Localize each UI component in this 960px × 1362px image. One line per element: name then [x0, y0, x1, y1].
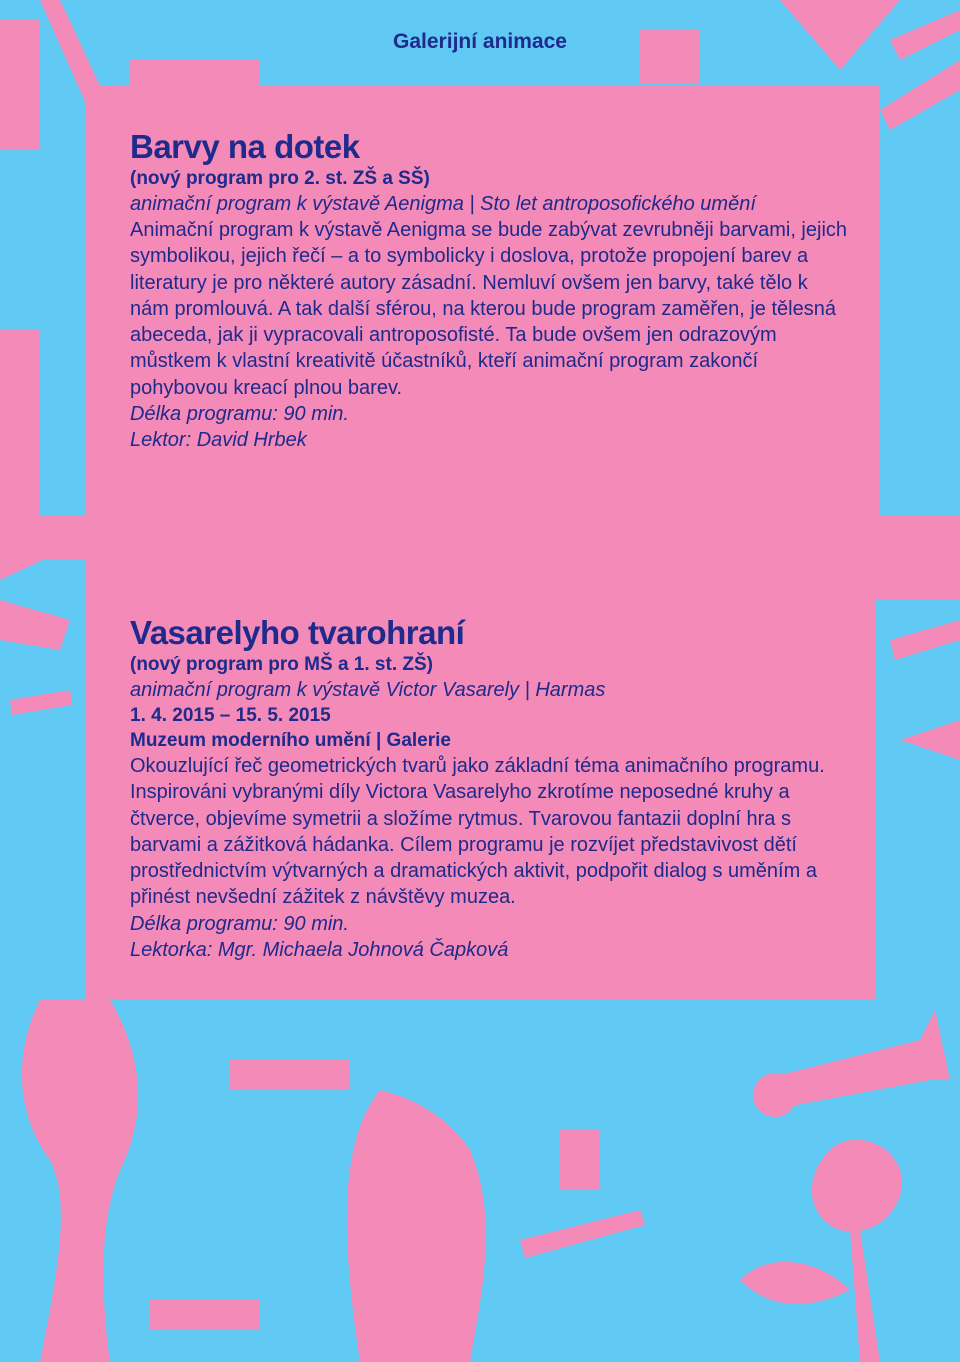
right-bar-shape [875, 560, 960, 600]
right-pencil-shape [890, 620, 960, 660]
flower-stem-shape [850, 1230, 880, 1362]
program-duration: Délka programu: 90 min. [130, 403, 349, 426]
program-title: Barvy na dotek [130, 128, 360, 165]
flower-shape [812, 1140, 902, 1232]
small-rect-shape [560, 1130, 600, 1190]
program-lecturer: Lektorka: Mgr. Michaela Johnová Čapková [130, 938, 509, 961]
knife-shape [880, 60, 960, 130]
bottom-left-bar-shape [150, 1300, 260, 1330]
left-post-shape [0, 330, 40, 520]
program-subtitle: animační program k výstavě Aenigma | Sto let antroposofického umění [130, 193, 756, 215]
program-barvy-na-dotek [130, 128, 850, 453]
torso-shape [347, 1090, 486, 1362]
program-audience: (nový program pro 2. st. ZŠ a SŠ) [130, 168, 430, 189]
program-vasarelyho-tvarohrani [130, 614, 850, 963]
stick-shape [520, 1210, 645, 1258]
pedestal-shape [230, 1060, 350, 1090]
left-stick-shape [10, 690, 72, 715]
program-duration: Délka programu: 90 min. [130, 912, 349, 935]
program-dates: 1. 4. 2015 – 15. 5. 2015 [130, 705, 331, 726]
leaf-shape [740, 1262, 850, 1304]
left-flag-shape [0, 600, 70, 650]
program-subtitle: animační program k výstavě Victor Vasarely | Harmas [130, 679, 606, 701]
program-title: Vasarelyho tvarohraní [130, 614, 465, 651]
program-lecturer: Lektor: David Hrbek [130, 429, 307, 452]
program-description: Animační program k výstavě Aenigma se bude zabývat zevrubněji barvami, jejich symbolikou, jejich řečí – a to symbolicky i doslova, protože propojení barev a literatury je pro některé autory zásadní. Nemluví ovšem jen barvy, také tělo k nám promlouvá. A tak další sférou, na kterou bude program zaměřen, je tělesná abeceda, jak ji vypracovali antroposofisté. Ta bude ovšem jen odrazovým můstkem k vlastní kreativitě účastníků, kteří animační program zakončí pohybovou kreací plnou barev. [130, 219, 848, 399]
page-header: Galerijní animace [393, 30, 567, 53]
trumpet-bell-shape [753, 1073, 797, 1117]
program-description: Okouzlující řeč geometrických tvarů jako základní téma animačního programu. Inspirováni vybranými díly Victora Vasarelyho zkrotíme neposedné kruhy a čtverce, objevíme symetrii a složíme rytmus. Tvarovou fantazii doplní hra s barvami a zážitková hádanka. Cílem programu je rozvíjet představivost dětí prostřednictvím výtvarných a dramatických aktivit, podpořit dialog s uměním a přinést nevšední zážitek z návštěvy muzea. [130, 755, 825, 909]
frame-strip [0, 515, 960, 560]
right-tip-shape [900, 720, 960, 760]
program-venue: Muzeum moderního umění | Galerie [130, 730, 451, 751]
vase-figure-shape [22, 1000, 138, 1362]
program-audience: (nový program pro MŠ a 1. st. ZŠ) [130, 654, 433, 675]
